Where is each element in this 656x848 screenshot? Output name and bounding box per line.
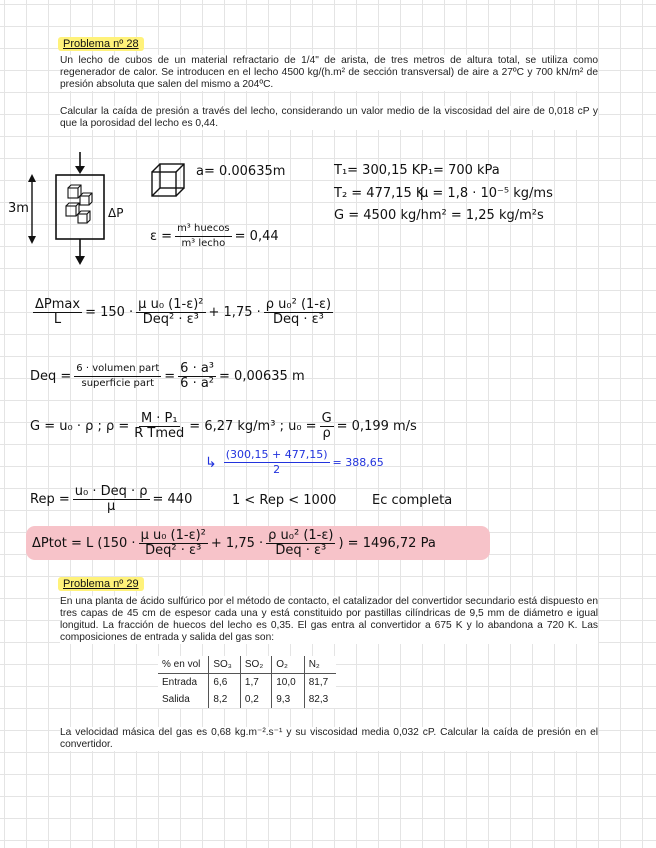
equivalent-diameter-calc: Deq = $\frac{\text{6 · volumen part}}{\text{superficie part}}$ = $\frac{\text{6 · a³}}{\text{6 · a²}}$ = 0,00635 m [30,361,305,391]
mass-flux-value: G = 4500 kg/hm² = 1,25 kg/m²s [334,208,544,223]
composition-table [158,656,336,708]
equation-note: Ec completa [372,493,453,508]
problem-29-statement: En una planta de ácido sulfúrico por el método de contacto, el catalizador del convertidor secundario está dispuesto en tres capas de 45 cm de espesor cada una y está constituido por pastillas cilíndricas de 9,5 mm de diámetro e igual longitud. La fracción de huecos del lecho es 0,35. El gas entra al convertidor a 675 K y lo abandona a 720 K. Las composiciones de entrada y salida del gas son: [60,596,598,643]
t1-value: T₁= 300,15 K [334,163,421,178]
porosity-definition: ε = $\frac{\text{m³ huecos}}{\text{m³ lecho}}$ = 0,44 [150,223,279,249]
p1-value: P₁= 700 kPa [420,163,500,178]
table-row: Salida 8,2 0,2 9,3 82,3 [158,691,336,708]
table-header-row: % en vol SO₃ SO₂ O₂ N₂ [158,656,336,674]
bed-height-label: 3m [8,201,29,216]
problem-29-title: Problema nº 29 [58,574,144,592]
problem-28-statement: Un lecho de cubos de un material refractario de 1/4" de arista, de tres metros de altura total, se utiliza como regenerador de calor. Se introducen en el lecho 4500 kg/(h.m² de sección transversal) de aire a 27ºC y 700 kN/m² de presión absoluta que salen del mismo a 204ºC. [60,55,598,90]
ergun-equation: $\frac{\Delta Pmax}{L}$ = 150 · $\frac{\text{μ u₀ (1-ε)²}}{\text{Deq² · ε³}}$ + 1,75 · $\frac{\text{ρ u₀² (1-ε)}}{\text{Deq · ε³}}$ [35,297,332,327]
problem-28-question: Calcular la caída de presión a través del lecho, considerando un valor medio de la viscosidad del aire de 0,018 cP y que la porosidad del lecho es 0,44. [60,106,598,129]
problem-28-title: Problema nº 28 [58,34,144,52]
reynolds-range: 1 < Rep < 1000 [232,493,337,508]
t2-value: T₂ = 477,15 K [334,186,425,201]
problem-29-question: La velocidad másica del gas es 0,68 kg.m⁻².s⁻¹ y su viscosidad media 0,032 cP. Calcular la caída de presión en el convertidor. [60,727,598,750]
table-row: Entrada 6,6 1,7 10,0 81,7 [158,674,336,692]
edge-length: a= 0.00635m [196,164,286,179]
density-velocity-calc: G = u₀ · ρ ; ρ = $\frac{\text{M · P₁}}{\text{R Tmed}}$ = 6,27 kg/m³ ; u₀ = $\frac{G}{\rho}$ = 0,199 m/s [30,411,417,441]
pressure-drop-label: ΔP [108,206,124,220]
viscosity-value: μ = 1,8 · 10⁻⁵ kg/ms [420,186,553,201]
cube-sketch [148,160,188,200]
mean-temperature-note: ↳ $\frac{(300,15 + 477,15)}{2}$ = 388,65 [205,448,384,476]
final-pressure-drop: ΔPtot = L (150 · $\frac{\text{μ u₀ (1-ε)²}}{\text{Deq² · ε³}}$ + 1,75 · $\frac{\text{ρ u₀² (1-ε)}}{\text{Deq · ε³}}$ ) = 1496,72 Pa [26,526,490,560]
reynolds-calc: Rep = $\frac{\text{u₀ · Deq · ρ}}{\mu}$ = 440 [30,484,193,514]
